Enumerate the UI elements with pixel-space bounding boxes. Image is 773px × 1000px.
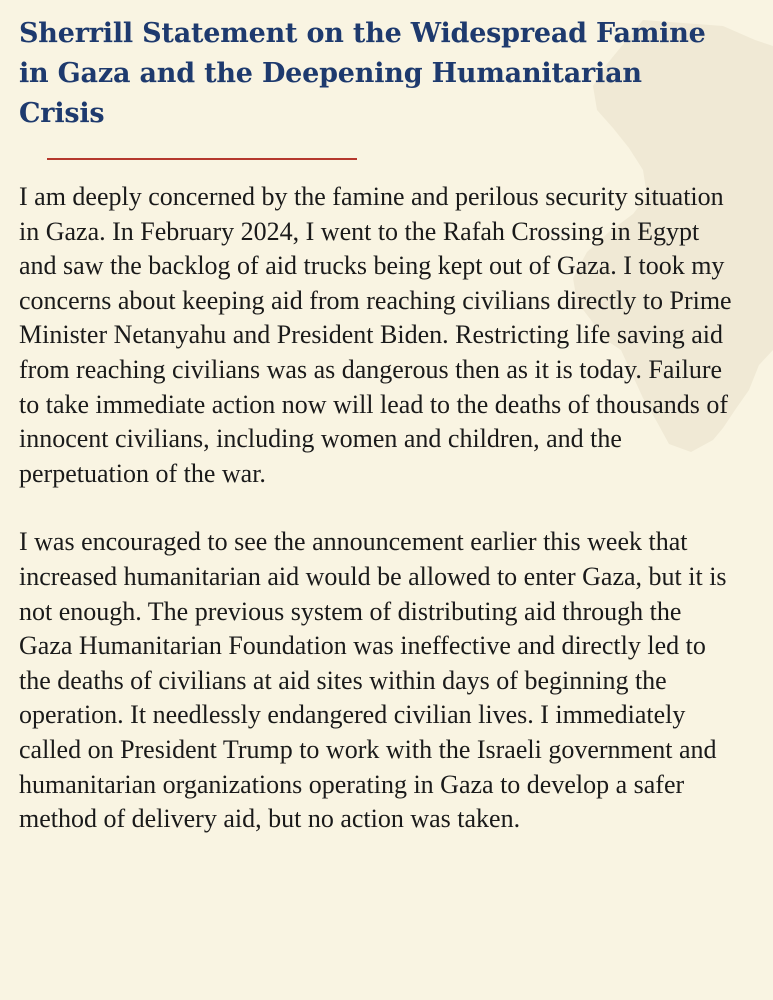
article-paragraph: I am deeply concerned by the famine and perilous security situation in Gaza. In February 2024, I went to the Rafah Crossing in Egypt and saw the backlog of aid trucks being kept out of Gaza. I took my concerns about keeping aid from reaching civilians directly to Prime Minister Netanyahu and President Biden. Restricting life saving aid from reaching civilians was as dangerous then as it is today. Failure to take immediate action now will lead to the deaths of thousands of innocent civilians, including women and children, and the perpetuation of the war. xyxy=(19,182,732,488)
article-title: Sherrill Statement on the Widespread Famine in Gaza and the Deepening Humanitarian Crisis xyxy=(19,18,706,129)
title-divider xyxy=(47,158,357,160)
article-paragraph: I was encouraged to see the announcement earlier this week that increased humanitarian aid would be allowed to enter Gaza, but it is not enough. The previous system of distributing aid through the Gaza Humanitarian Foundation was ineffective and directly led to the deaths of civilians at aid sites within days of beginning the operation. It needlessly endangered civilian lives. I immediately called on President Trump to work with the Israeli government and humanitarian organizations operating in Gaza to develop a safer method of delivery aid, but no action was taken. xyxy=(19,527,727,834)
